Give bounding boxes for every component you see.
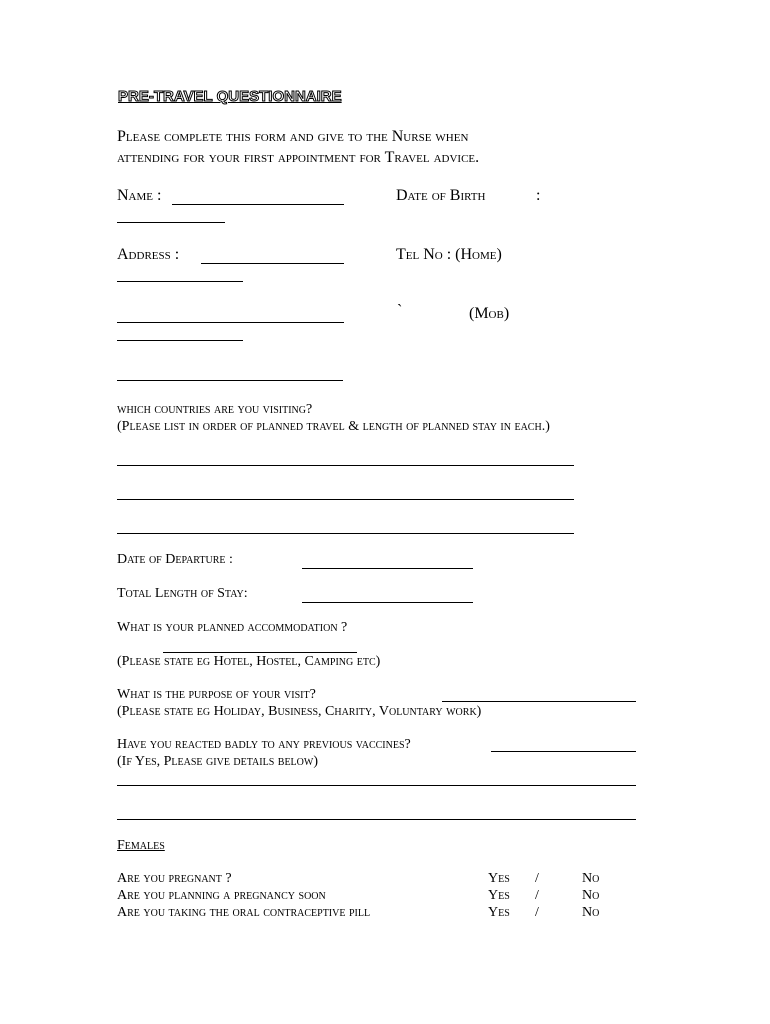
stay-input-line[interactable] xyxy=(302,602,473,603)
departure-input-line[interactable] xyxy=(302,568,473,569)
pregnant-question: Are you pregnant ? xyxy=(117,871,232,886)
vaccines-details-line-2[interactable] xyxy=(117,819,636,820)
address-input-line-1[interactable] xyxy=(201,263,344,264)
tel-mob-label: (Mob) xyxy=(469,305,510,322)
contraceptive-yes-option[interactable]: Yes xyxy=(488,905,510,920)
countries-input-line-3[interactable] xyxy=(117,533,574,534)
dob-input-line[interactable] xyxy=(117,222,225,223)
accommodation-note: (Please state eg Hotel, Hostel, Camping etc) xyxy=(117,654,381,669)
name-input-line[interactable] xyxy=(172,204,344,205)
planning-slash: / xyxy=(535,888,539,903)
planning-pregnancy-question: Are you planning a pregnancy soon xyxy=(117,888,326,903)
departure-label: Date of Departure : xyxy=(117,552,233,567)
pregnant-yes-option[interactable]: Yes xyxy=(488,871,510,886)
countries-input-line-2[interactable] xyxy=(117,499,574,500)
stay-label: Total Length of Stay: xyxy=(117,586,248,601)
intro-line-2: attending for your first appointment for Travel advice. xyxy=(117,149,480,166)
planning-yes-option[interactable]: Yes xyxy=(488,888,510,903)
vaccines-question: Have you reacted badly to any previous vaccines? xyxy=(117,737,411,752)
purpose-question: What is the purpose of your visit? xyxy=(117,687,316,702)
pregnant-no-option[interactable]: No xyxy=(582,871,600,886)
countries-input-line-1[interactable] xyxy=(117,465,574,466)
pregnant-slash: / xyxy=(535,871,539,886)
vaccines-answer-line[interactable] xyxy=(491,751,636,752)
countries-question: which countries are you visiting? xyxy=(117,402,313,417)
address-input-line-2[interactable] xyxy=(117,281,243,282)
accommodation-input-line[interactable] xyxy=(163,652,357,653)
contraceptive-slash: / xyxy=(535,905,539,920)
contraceptive-question: Are you taking the oral contraceptive pill xyxy=(117,905,371,920)
tel-home-label: Tel No : (Home) xyxy=(396,246,502,263)
intro-line-1: Please complete this form and give to the Nurse when xyxy=(117,128,469,145)
planning-no-option[interactable]: No xyxy=(582,888,600,903)
address-input-line-5[interactable] xyxy=(117,380,343,381)
purpose-note: (Please state eg Holiday, Business, Charity, Voluntary work) xyxy=(117,704,482,719)
dob-label: Date of Birth xyxy=(396,187,486,204)
females-heading: Females xyxy=(117,838,165,853)
address-input-line-3[interactable] xyxy=(117,322,344,323)
name-label: Name : xyxy=(117,187,162,204)
vaccines-details-line-1[interactable] xyxy=(117,785,636,786)
address-input-line-4[interactable] xyxy=(117,340,243,341)
form-title: PRE-TRAVEL QUESTIONNAIRE xyxy=(118,88,342,105)
backtick-mark: ` xyxy=(397,302,403,319)
dob-colon: : xyxy=(536,187,541,204)
address-label: Address : xyxy=(117,246,180,263)
purpose-input-line[interactable] xyxy=(442,701,636,702)
countries-note: (Please list in order of planned travel & length of planned stay in each.) xyxy=(117,419,550,434)
contraceptive-no-option[interactable]: No xyxy=(582,905,600,920)
vaccines-note: (If Yes, Please give details below) xyxy=(117,754,318,769)
accommodation-question: What is your planned accommodation ? xyxy=(117,620,348,635)
